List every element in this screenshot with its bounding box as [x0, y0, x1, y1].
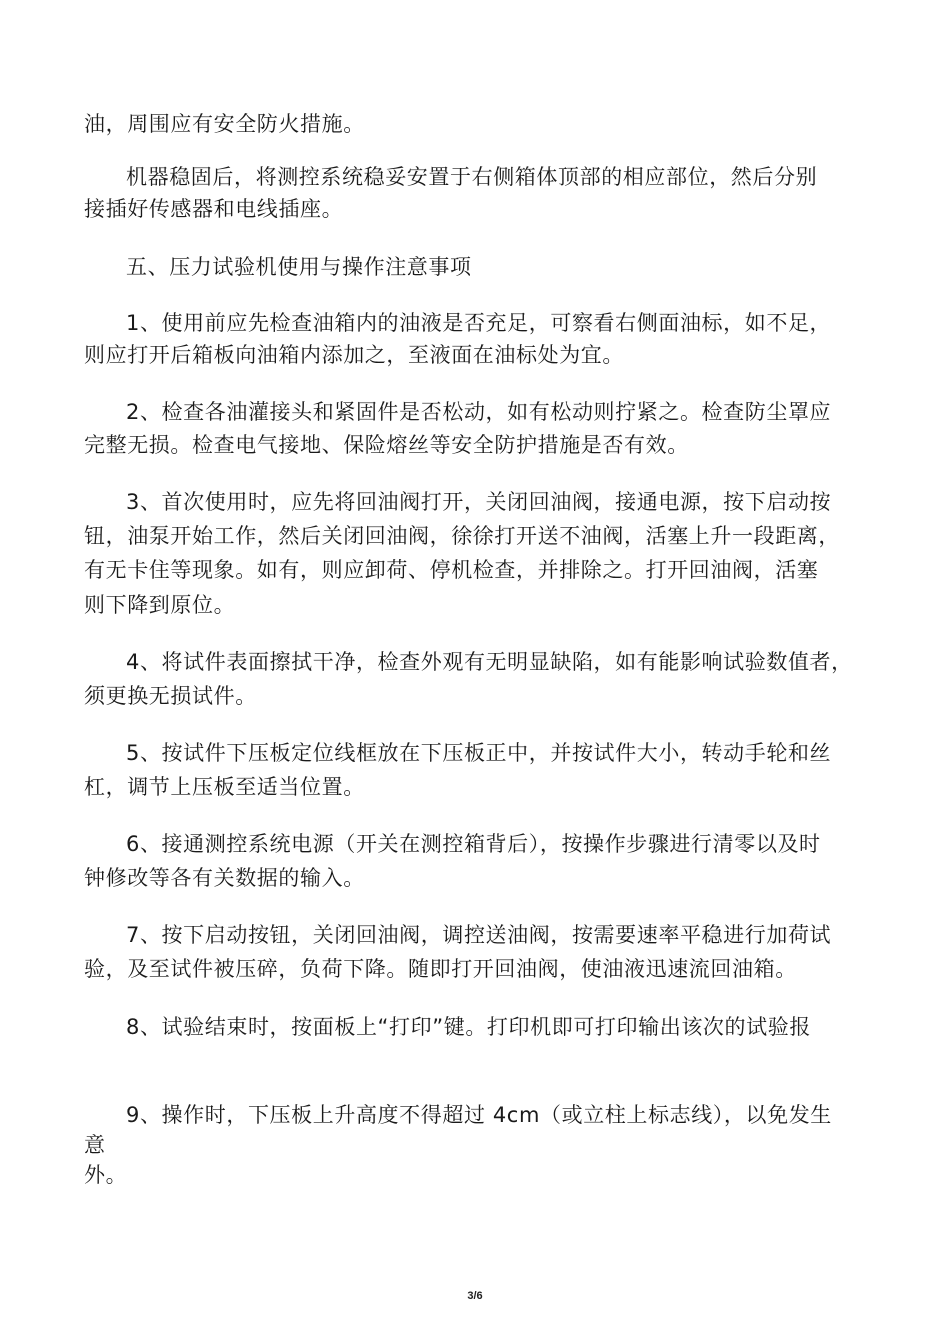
- paragraph-line: 外。: [84, 1163, 128, 1187]
- paragraph-line: 2、检查各油灌接头和紧固件是否松动，如有松动则拧紧之。检查防尘罩应: [126, 400, 832, 424]
- paragraph-line: 6、接通测控系统电源（开关在测控箱背后），按操作步骤进行清零以及时: [126, 832, 821, 856]
- page-number: 3/6: [467, 1290, 483, 1302]
- paragraph-line: 8、试验结束时，按面板上“打印”键。打印机即可打印输出该次的试验报: [126, 1015, 811, 1039]
- paragraph-line: 意: [84, 1133, 106, 1157]
- paragraph-line: 1、使用前应先检查油箱内的油液是否充足，可察看右侧面油标，如不足，: [126, 311, 832, 335]
- paragraph-line: 则应打开后箱板向油箱内添加之，至液面在油标处为宜。: [84, 343, 624, 367]
- paragraph-line: 3、首次使用时，应先将回油阀打开，关闭回油阀，接通电源，按下启动按: [126, 490, 832, 514]
- paragraph-line: 接插好传感器和电线插座。: [84, 197, 344, 221]
- section-heading: 五、压力试验机使用与操作注意事项: [126, 255, 472, 279]
- paragraph-line: 油，周围应有安全防火措施。: [84, 112, 365, 136]
- paragraph-line: 完整无损。检查电气接地、保险熔丝等安全防护措施是否有效。: [84, 433, 689, 457]
- paragraph-line: 杠，调节上压板至适当位置。: [84, 775, 365, 799]
- paragraph-line: 钟修改等各有关数据的输入。: [84, 866, 365, 890]
- paragraph-line: 验，及至试件被压碎，负荷下降。随即打开回油阀，使油液迅速流回油箱。: [84, 957, 797, 981]
- paragraph-line: 须更换无损试件。: [84, 684, 257, 708]
- paragraph-line: 机器稳固后，将测控系统稳妥安置于右侧箱体顶部的相应部位，然后分别: [126, 165, 818, 189]
- paragraph-line: 钮，油泵开始工作，然后关闭回油阀，徐徐打开送不油阀，活塞上升一段距离，: [84, 524, 840, 548]
- paragraph-line: 9、操作时，下压板上升高度不得超过 4cm（或立柱上标志线），以免发生: [126, 1103, 832, 1127]
- paragraph-line: 5、按试件下压板定位线框放在下压板正中，并按试件大小，转动手轮和丝: [126, 741, 832, 765]
- paragraph-line: 7、按下启动按钮，关闭回油阀，调控送油阀，按需要速率平稳进行加荷试: [126, 923, 832, 947]
- paragraph-line: 有无卡住等现象。如有，则应卸荷、停机检查，并排除之。打开回油阀，活塞: [84, 558, 819, 582]
- paragraph-line: 则下降到原位。: [84, 593, 236, 617]
- paragraph-line: 4、将试件表面擦拭干净，检查外观有无明显缺陷，如有能影响试验数值者，: [126, 650, 853, 674]
